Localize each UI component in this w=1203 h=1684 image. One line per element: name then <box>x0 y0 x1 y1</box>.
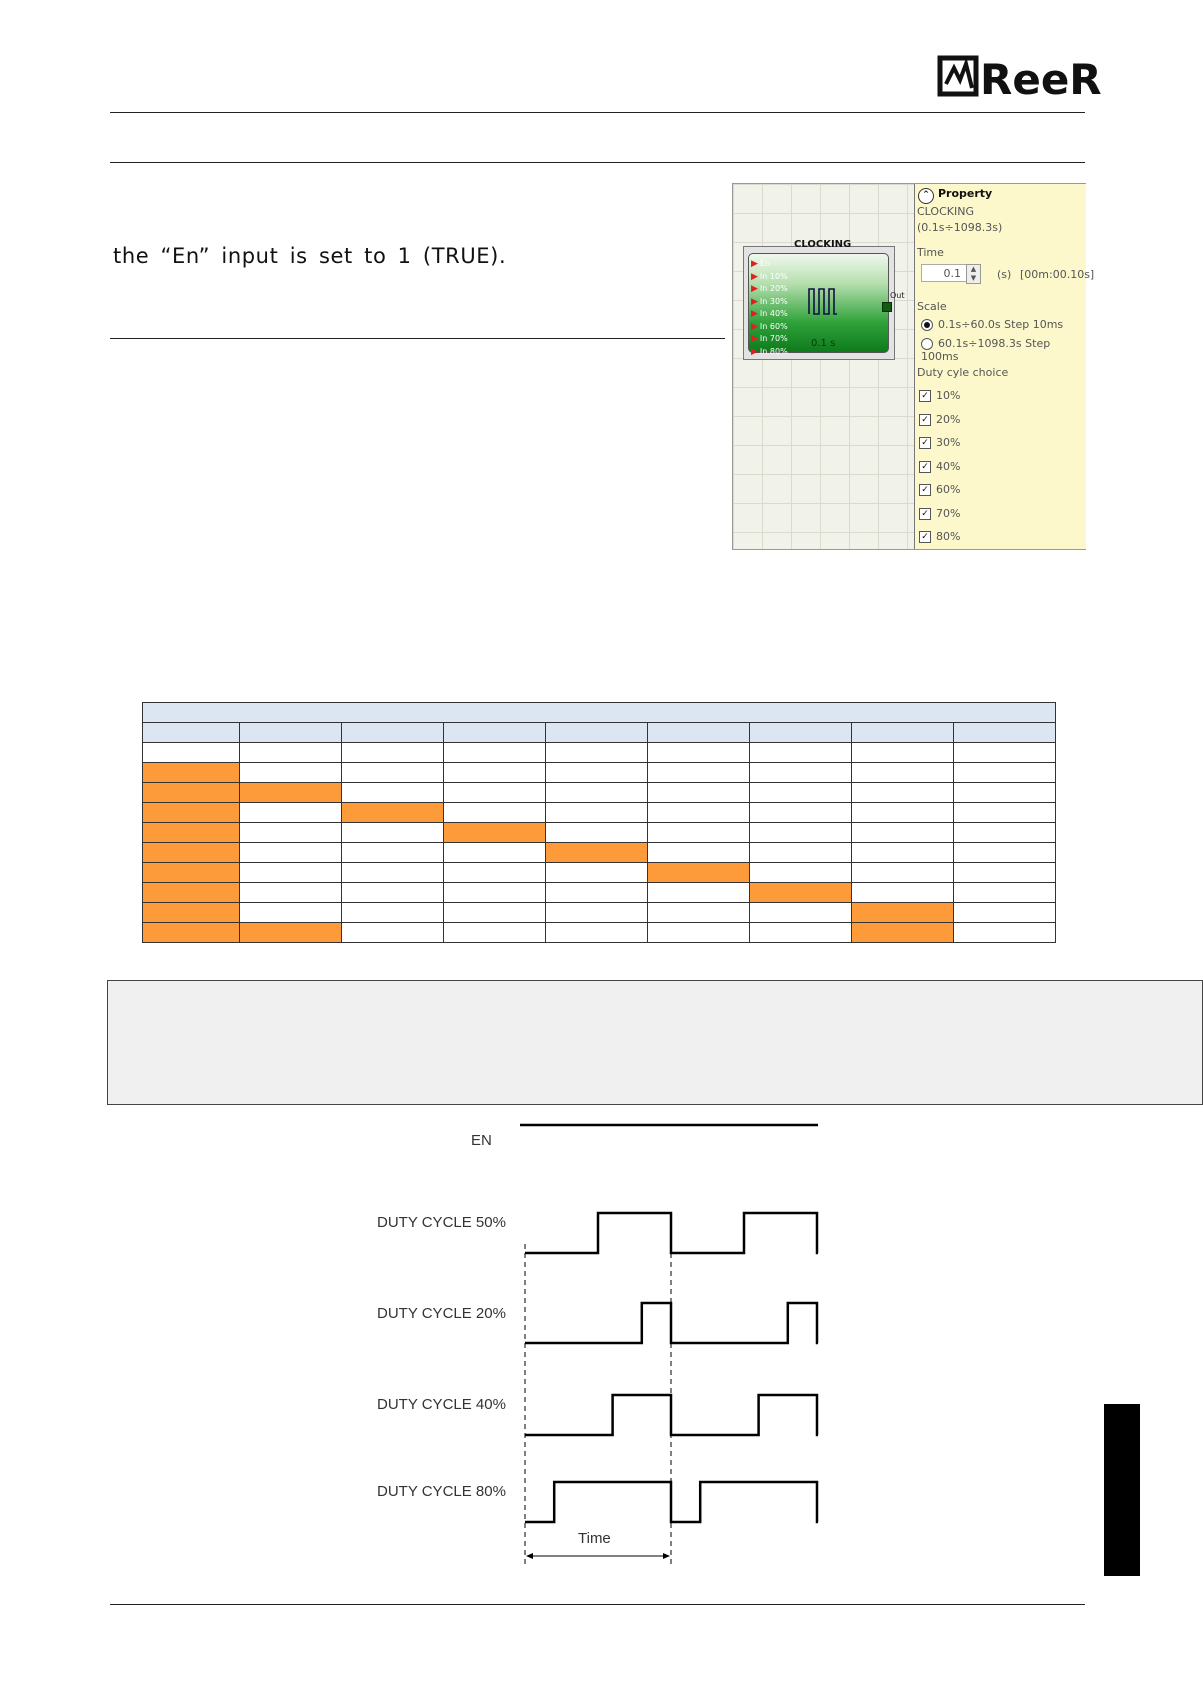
table-cell <box>954 803 1056 823</box>
duty-option-label: 60% <box>936 483 961 496</box>
table-cell-active <box>143 923 240 943</box>
duty-option-label: 10% <box>936 389 961 402</box>
scale-option-1[interactable] <box>921 318 1063 331</box>
table-cell <box>954 883 1056 903</box>
block-input-pin[interactable] <box>751 296 788 309</box>
scale-label: Scale <box>917 300 947 313</box>
brand-text: ReeR <box>980 55 1102 104</box>
table-cell <box>444 803 546 823</box>
table-cell <box>444 903 546 923</box>
table-cell <box>852 743 954 763</box>
table-cell <box>648 843 750 863</box>
table-cell <box>954 923 1056 943</box>
table-row <box>143 843 1056 863</box>
table-cell <box>342 763 444 783</box>
input-arrow-icon: ▶ <box>751 271 758 282</box>
block-input-pin[interactable] <box>751 258 788 271</box>
radio-selected-icon[interactable] <box>921 319 933 331</box>
table-cell-active <box>852 923 954 943</box>
checkbox-checked-icon[interactable]: ✓ <box>919 531 931 543</box>
input-arrow-icon: ▶ <box>751 284 758 294</box>
duty-option-label: 80% <box>936 530 961 543</box>
table-cell <box>444 923 546 943</box>
table-cell <box>648 923 750 943</box>
output-pin[interactable] <box>882 302 892 312</box>
table-cell <box>750 843 852 863</box>
table-cell <box>444 763 546 783</box>
table-cell <box>954 823 1056 843</box>
table-cell <box>852 863 954 883</box>
duty-option[interactable] <box>919 530 960 554</box>
table-header-cell <box>444 723 546 743</box>
arrow-left-icon <box>526 1553 533 1559</box>
duty-option[interactable] <box>919 507 960 531</box>
input-pin-label: In 10% <box>759 271 788 281</box>
table-cell <box>648 803 750 823</box>
table-cell-active <box>143 843 240 863</box>
table-cell <box>954 763 1056 783</box>
table-header-cell <box>750 723 852 743</box>
table-cell <box>546 743 648 763</box>
block-input-pin[interactable] <box>751 333 788 346</box>
table-cell <box>546 883 648 903</box>
table-cell-active <box>143 883 240 903</box>
body-paragraph: the “En” input is set to 1 (TRUE). <box>113 244 507 268</box>
table-cell-active <box>143 763 240 783</box>
design-canvas <box>733 184 914 549</box>
duty-option[interactable] <box>919 413 960 437</box>
table-cell <box>342 823 444 843</box>
table-row <box>143 763 1056 783</box>
checkbox-checked-icon[interactable]: ✓ <box>919 437 931 449</box>
table-title-row <box>143 703 1056 723</box>
input-pin-label: En <box>759 259 771 268</box>
clocking-block[interactable] <box>743 239 905 360</box>
table-cell-active <box>143 803 240 823</box>
table-cell <box>240 863 342 883</box>
table-cell <box>444 783 546 803</box>
table-cell <box>342 743 444 763</box>
table-header-cell <box>954 723 1056 743</box>
duty-option-label: 20% <box>936 412 961 426</box>
signal-label-80: DUTY CYCLE 80% <box>377 1483 506 1500</box>
input-pin-label: In 30% <box>759 296 788 306</box>
arrow-right-icon <box>663 1553 670 1559</box>
table-cell <box>954 743 1056 763</box>
table-cell <box>750 783 852 803</box>
duty-40-waveform <box>525 1395 818 1435</box>
table-cell-active <box>444 823 546 843</box>
paragraph-rule <box>110 338 725 339</box>
table-cell-active <box>240 783 342 803</box>
table-row <box>143 743 1056 763</box>
note-box <box>107 980 1203 1105</box>
table-cell-active <box>648 863 750 883</box>
radio-icon[interactable] <box>921 338 933 350</box>
table-row <box>143 783 1056 803</box>
table-cell <box>240 763 342 783</box>
table-cell <box>240 843 342 863</box>
duty-option-label: 40% <box>936 459 961 473</box>
table-cell <box>750 863 852 883</box>
table-cell <box>342 883 444 903</box>
block-input-pin[interactable] <box>751 308 788 321</box>
reer-logo <box>938 54 1102 104</box>
table-cell <box>954 863 1056 883</box>
table-cell <box>750 803 852 823</box>
table-cell <box>143 743 240 763</box>
table-header-cell <box>342 723 444 743</box>
table-header-cell <box>852 723 954 743</box>
table-cell <box>342 923 444 943</box>
duty-option[interactable] <box>919 436 960 460</box>
input-arrow-icon: ▶ <box>751 334 758 344</box>
input-pin-label: In 60% <box>759 321 788 331</box>
table-cell <box>954 903 1056 923</box>
checkbox-checked-icon[interactable]: ✓ <box>919 484 931 496</box>
table-cell <box>750 743 852 763</box>
property-pane <box>914 184 1095 549</box>
table-row <box>143 883 1056 903</box>
table-header-cell <box>240 723 342 743</box>
table-cell <box>954 843 1056 863</box>
table-cell <box>648 763 750 783</box>
time-format: [00m:00.10s] <box>1020 268 1095 281</box>
table-cell <box>852 783 954 803</box>
table-cell <box>648 783 750 803</box>
table-cell <box>240 823 342 843</box>
collapse-icon[interactable]: ⌃ <box>918 188 934 204</box>
checkbox-checked-icon[interactable]: ✓ <box>919 508 931 520</box>
table-cell <box>750 903 852 923</box>
checkbox-checked-icon[interactable]: ✓ <box>919 390 931 402</box>
time-label: Time <box>917 246 944 259</box>
block-input-pin[interactable] <box>751 346 788 359</box>
duty-option[interactable] <box>919 483 960 507</box>
table-cell <box>342 863 444 883</box>
table-header-cell <box>546 723 648 743</box>
table-row <box>143 823 1056 843</box>
table-cell <box>852 763 954 783</box>
table-cell <box>546 923 648 943</box>
header-rule <box>110 112 1085 113</box>
table-cell <box>444 843 546 863</box>
table-cell <box>240 903 342 923</box>
table-row <box>143 903 1056 923</box>
table-cell <box>852 803 954 823</box>
time-input[interactable]: 0.1 <box>921 264 979 282</box>
table-cell-active <box>240 923 342 943</box>
table-cell <box>750 823 852 843</box>
duty-50-waveform <box>525 1213 818 1253</box>
input-arrow-icon: ▶ <box>751 259 758 269</box>
checkbox-checked-icon[interactable]: ✓ <box>919 414 931 426</box>
input-pin-label: In 70% <box>759 334 788 343</box>
table-cell-active <box>143 903 240 923</box>
table-cell <box>342 903 444 923</box>
checkbox-checked-icon[interactable]: ✓ <box>919 461 931 473</box>
time-unit: (s) <box>997 268 1012 281</box>
table-cell <box>852 883 954 903</box>
table-cell <box>954 783 1056 803</box>
duty-20-waveform <box>525 1303 818 1343</box>
signal-label-20: DUTY CYCLE 20% <box>377 1305 506 1322</box>
duty-option[interactable] <box>919 389 960 413</box>
truth-table <box>142 702 1056 943</box>
table-cell <box>852 823 954 843</box>
clock-waveform-icon <box>807 286 841 316</box>
section-rule <box>110 162 1085 163</box>
block-input-pin[interactable] <box>751 271 788 284</box>
duty-label: Duty cyle choice <box>917 366 1009 379</box>
table-cell <box>750 763 852 783</box>
scale-option-2[interactable] <box>921 337 1086 363</box>
input-pin-label: In 20% <box>759 284 788 293</box>
input-arrow-icon: ▶ <box>751 321 758 332</box>
duty-80-waveform <box>525 1482 818 1522</box>
footer-rule <box>110 1604 1085 1605</box>
duty-option-label: 70% <box>936 506 961 520</box>
table-cell <box>648 823 750 843</box>
table-cell <box>648 883 750 903</box>
input-arrow-icon: ▶ <box>751 346 758 357</box>
table-cell-active <box>143 863 240 883</box>
table-cell <box>546 863 648 883</box>
property-header[interactable] <box>918 187 992 204</box>
table-cell <box>546 763 648 783</box>
table-cell <box>342 783 444 803</box>
table-cell-active <box>852 903 954 923</box>
property-range: (0.1s÷1098.3s) <box>917 221 1003 234</box>
table-cell-active <box>143 783 240 803</box>
clocking-software-panel <box>732 183 1095 550</box>
table-cell <box>240 743 342 763</box>
table-header-cell <box>143 723 240 743</box>
duty-options <box>919 389 960 554</box>
table-cell-active <box>750 883 852 903</box>
input-pin-label: In 80% <box>759 346 788 356</box>
input-arrow-icon: ▶ <box>751 309 758 319</box>
table-cell <box>444 863 546 883</box>
table-cell <box>240 883 342 903</box>
input-arrow-icon: ▶ <box>751 296 758 307</box>
table-cell <box>342 843 444 863</box>
signal-label-50: DUTY CYCLE 50% <box>377 1214 506 1231</box>
table-row <box>143 923 1056 943</box>
table-cell <box>444 743 546 763</box>
table-cell <box>546 823 648 843</box>
table-cell <box>648 903 750 923</box>
block-inputs <box>751 258 788 358</box>
block-title: CLOCKING <box>794 239 852 250</box>
chapter-tab <box>1104 1404 1140 1576</box>
property-heading: Property <box>938 187 993 200</box>
signal-label-40: DUTY CYCLE 40% <box>377 1396 506 1413</box>
input-pin-label: In 40% <box>759 309 788 318</box>
table-cell-active <box>546 843 648 863</box>
property-name: CLOCKING <box>917 205 974 218</box>
scale-option-label: 60.1s÷1098.3s Step 100ms <box>921 337 1051 363</box>
block-input-pin[interactable] <box>751 321 788 334</box>
table-header-cell <box>648 723 750 743</box>
table-cell <box>546 783 648 803</box>
table-cell <box>852 843 954 863</box>
time-axis-label: Time <box>578 1530 611 1547</box>
table-cell-active <box>342 803 444 823</box>
scale-option-label: 0.1s÷60.0s Step 10ms <box>938 318 1064 331</box>
table-cell <box>444 883 546 903</box>
table-cell <box>546 903 648 923</box>
table-cell <box>750 923 852 943</box>
table-row <box>143 863 1056 883</box>
signal-label-en: EN <box>471 1132 492 1149</box>
table-cell <box>546 803 648 823</box>
table-cell-active <box>143 823 240 843</box>
block-time: 0.1 s <box>811 338 836 349</box>
table-row <box>143 803 1056 823</box>
duty-option-label: 30% <box>936 436 961 449</box>
time-spinner[interactable]: ▲ ▼ <box>966 264 981 284</box>
block-input-pin[interactable] <box>751 283 788 296</box>
output-label: Out <box>890 291 905 300</box>
table-cell <box>240 803 342 823</box>
table-cell <box>648 743 750 763</box>
duty-option[interactable] <box>919 460 960 484</box>
block-body <box>748 253 889 357</box>
